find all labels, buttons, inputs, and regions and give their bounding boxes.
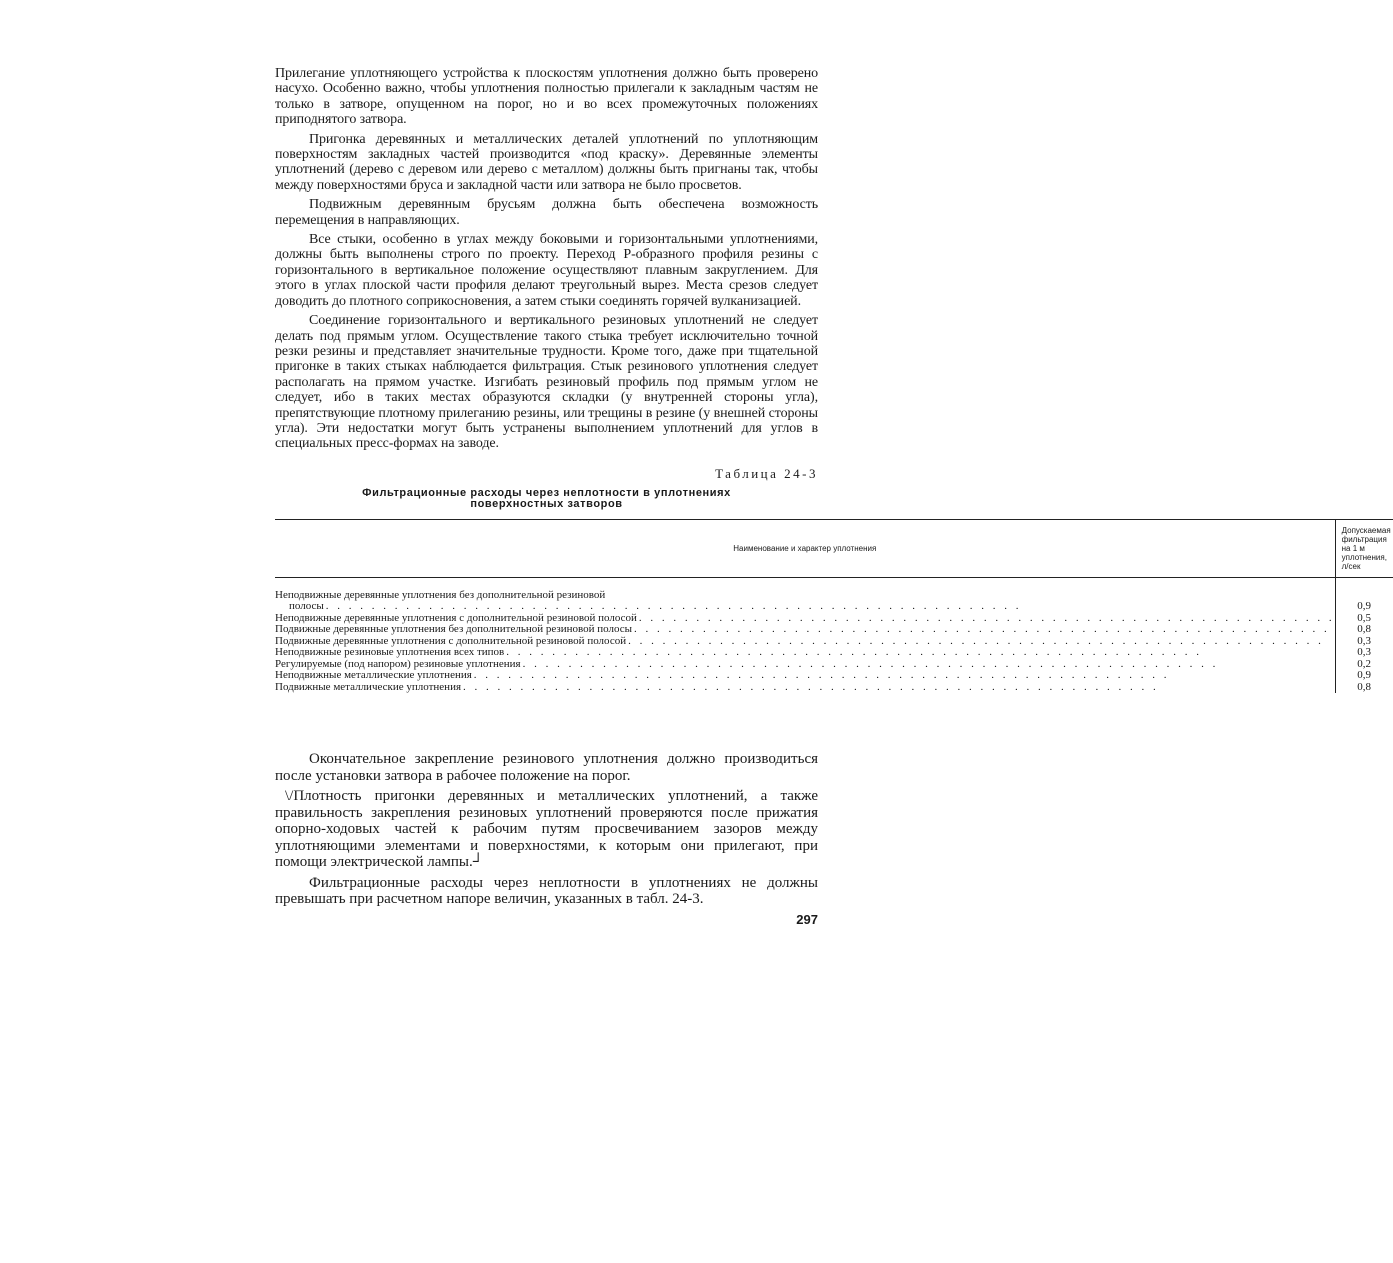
paragraph: Соединение горизонтального и вертикального резиновых уплотнений не следует делать под прямым углом. Осуществление такого стыка требует исключительно точной резки резины и представляет значительные трудности. Кроме того, даже при тщательной пригонке в таких стыках наблюдается фильтрация. Стык резинового уплотнения следует располагать на прямом участке. Изгибать резиновый профиль под прямым углом не следует, ибо в таких местах образуются складки (у внутренней стороны угла), препятствующие плотному прилеганию резины, или трещины в резине (у внешней стороны угла). Эти недостатки могут быть устранены выполнением уплотнений для углов в специальных пресс-формах на заводе.: [275, 313, 818, 452]
row-value: 0,3: [1335, 636, 1393, 648]
row-name: Неподвижные деревянные уплотнения без дополнительной резиновой: [275, 588, 606, 601]
table-title-line: Фильтрационные расходы через неплотности в уплотнениях: [362, 486, 731, 499]
table-row: [275, 682, 1393, 694]
column-header-value: Допускаемая фильтрация на 1 м уплотнения, л/сек: [1335, 519, 1393, 577]
row-value: 0,8: [1335, 682, 1393, 694]
paragraph: [275, 788, 818, 871]
row-name: Неподвижные резиновые уплотнения всех типов: [275, 646, 505, 659]
row-value: 0,8: [1335, 624, 1393, 636]
row-name: Подвижные деревянные уплотнения без дополнительной резиновой полосы: [275, 623, 633, 636]
paragraph: Фильтрационные расходы через неплотности в уплотнениях не должны превышать при расчетном напоре величин, указанных в табл. 24-3.: [275, 874, 818, 908]
paragraph: Подвижным деревянным брусьям должна быть обеспечена возможность перемещения в направляющих.: [275, 197, 818, 228]
table-label: Таблица 24-3: [715, 465, 818, 481]
row-name: Неподвижные деревянные уплотнения с дополнительной резиновой полосой: [275, 611, 637, 624]
table-title-line: поверхностных затворов: [470, 498, 623, 511]
paragraph: Окончательное закрепление резинового уплотнения должно производиться после установки затвора в рабочее положение на порог.: [275, 751, 818, 784]
row-name: Подвижные металлические уплотнения: [275, 680, 462, 693]
row-name: Подвижные деревянные уплотнения с дополнительной резиновой полосой: [275, 634, 627, 647]
table-title: [275, 488, 818, 511]
page-content: [275, 66, 1391, 927]
paragraph: Пригонка деревянных и металлических деталей уплотнений по уплотняющим поверхностям закладных частей производится «под краску». Деревянные элементы уплотнений (дерево с деревом или дерево с металлом) должны быть пригнаны так, чтобы между поверхностями бруса и закладной части или затвора не было просветов.: [275, 131, 818, 193]
margin-bracket-mark: ┘: [472, 854, 484, 871]
paragraph: Все стыки, особенно в углах между боковыми и горизонтальными уплотнениями, должны быть выполнены строго по проекту. Переход Р-образного профиля резины с горизонтального в вертикальное положение осуществляют плавным закруглением. Для этого в углах плоской части профиля делают треугольный вырез. Места срезов следует доводить до плотного соприкосновения, а затем стыки соединять горячей вулканизацией.: [275, 232, 818, 309]
paragraph: Прилегание уплотняющего устройства к плоскостям уплотнения должно быть проверено насухо. Особенно важно, чтобы уплотнения полностью прилегали к закладным частям не только в затворе, опущенном на порог, но и во всех промежуточных положениях приподнятого затвора.: [275, 66, 818, 128]
row-value: 0,3: [1335, 647, 1393, 659]
column-header-name: Наименование и характер уплотнения: [275, 519, 1335, 577]
filtration-table: [275, 519, 1393, 694]
row-value: 0,2: [1335, 659, 1393, 671]
row-value: 0,9: [1335, 670, 1393, 682]
paragraph-text: Плотность пригонки деревянных и металлических уплотнений, а также правильность закрепления резиновых уплотнений проверяются после прижатия опорно-ходовых частей к рабочим путям просвечиванием зазоров между уплотняющими элементами и поверхностями, к которым они прилегают, при помощи электрической лампы.: [275, 788, 818, 871]
table-row: [275, 577, 1393, 613]
row-value: 0,9: [1335, 577, 1393, 613]
row-name: Неподвижные металлические уплотнения: [275, 669, 472, 682]
row-name: Регулируемые (под напором) резиновые уплотнения: [275, 657, 521, 670]
row-name: полосы: [289, 600, 324, 613]
row-value: 0,5: [1335, 613, 1393, 625]
page-number: 297: [796, 911, 818, 927]
margin-check-mark: \/: [285, 788, 294, 805]
